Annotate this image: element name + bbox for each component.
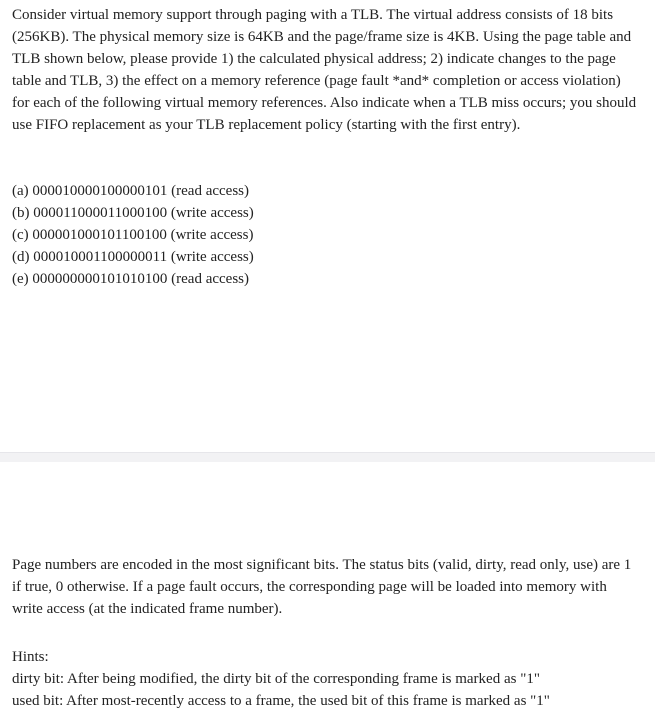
memory-reference-a: (a) 000010000100000101 (read access) bbox=[12, 183, 250, 199]
memory-reference-list bbox=[12, 180, 254, 290]
notes-card bbox=[0, 462, 655, 725]
memory-reference-b: (b) 000011000011000100 (write access) bbox=[12, 205, 254, 221]
section-divider bbox=[0, 452, 655, 462]
hint-dirty-bit: dirty bit: After being modified, the dirty bit of the corresponding frame is marked as "1" bbox=[12, 671, 540, 687]
memory-reference-d: (d) 000010001100000011 (write access) bbox=[12, 249, 254, 265]
memory-reference-c: (c) 000001000101100100 (write access) bbox=[12, 227, 254, 243]
hint-used-bit: used bit: After most-recently access to a frame, the used bit of this frame is marked as "1" bbox=[12, 693, 550, 709]
memory-reference-e: (e) 000000000101010100 (read access) bbox=[12, 271, 250, 287]
hints-title: Hints: bbox=[12, 649, 49, 665]
encoding-note: Page numbers are encoded in the most significant bits. The status bits (valid, dirty, read only, use) are 1 if true, 0 otherwise. If a page fault occurs, the corresponding page will be loaded into memory with write access (at the indicated frame number). bbox=[12, 557, 632, 617]
question-intro: Consider virtual memory support through paging with a TLB. The virtual address consists of 18 bits (256KB). The physical memory size is 64KB and the page/frame size is 4KB. Using the page table and TLB shown below, please provide 1) the calculated physical address; 2) indicate changes to the page table and TLB, 3) the effect on a memory reference (page fault *and* completion or access violation) for each of the following virtual memory references. Also indicate when a TLB miss occurs; you should use FIFO replacement as your TLB replacement policy (starting with the first entry). bbox=[12, 7, 637, 133]
